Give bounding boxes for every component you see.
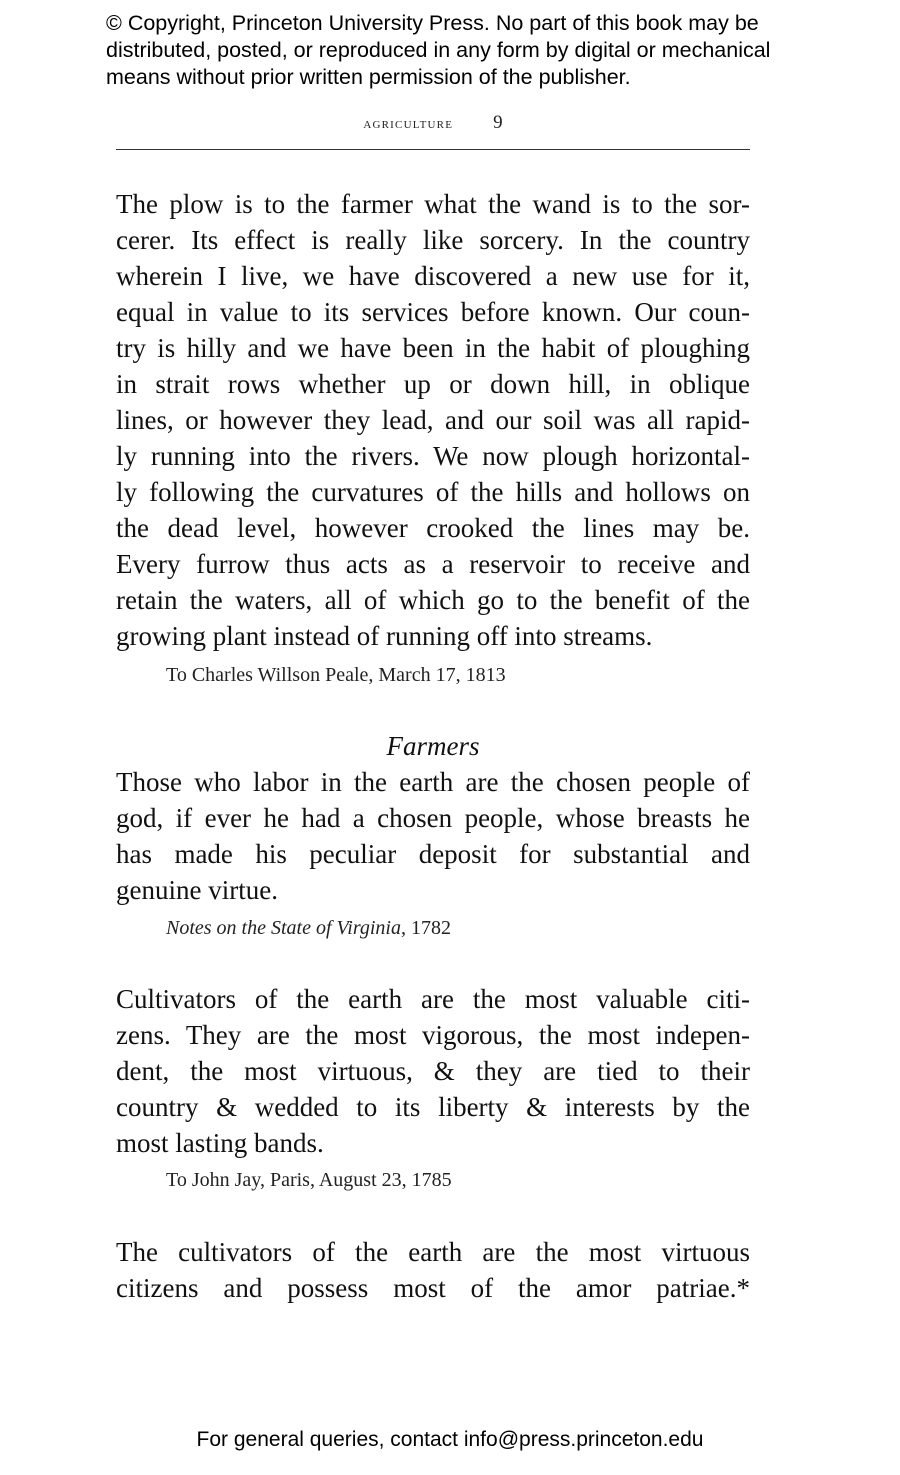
farmers-passage	[116, 764, 750, 908]
source-title: Notes on the State of Virginia	[166, 917, 401, 939]
passage-source	[166, 915, 451, 941]
copyright-line: means without prior written permission of the publisher.	[106, 65, 631, 89]
running-head-title: agriculture	[363, 115, 454, 132]
text-line: genuine virtue.	[116, 875, 278, 905]
text-line: has made his peculiar deposit for substantial and	[116, 839, 750, 869]
farmers-passage	[116, 1234, 750, 1306]
text-line: cerer. Its effect is really like sorcery. In the country	[116, 225, 750, 255]
text-line: most lasting bands.	[116, 1128, 324, 1158]
text-line: the dead level, however crooked the lines may be.	[116, 513, 750, 543]
text-line: try is hilly and we have been in the habit of ploughing	[116, 333, 750, 363]
text-line: dent, the most virtuous, & they are tied to their	[116, 1056, 750, 1086]
text-line: equal in value to its services before known. Our coun-	[116, 297, 750, 327]
text-line: lines, or however they lead, and our soil was all rapid-	[116, 405, 750, 435]
passage-source: To Charles Willson Peale, March 17, 1813	[166, 664, 506, 686]
farmers-passage	[116, 981, 750, 1161]
text-line: in strait rows whether up or down hill, in oblique	[116, 369, 750, 399]
text-line: god, if ever he had a chosen people, whose breasts he	[116, 803, 750, 833]
text-line: growing plant instead of running off into streams.	[116, 621, 653, 651]
text-line: Those who labor in the earth are the chosen people of	[116, 767, 750, 797]
text-line: ly following the curvatures of the hills and hollows on	[116, 477, 750, 507]
copyright-line: © Copyright, Princeton University Press. No part of this book may be	[106, 11, 759, 35]
text-line: The plow is to the farmer what the wand is to the sor-	[116, 189, 750, 219]
footer-contact: For general queries, contact info@press.princeton.edu	[196, 1428, 704, 1451]
text-line: wherein I live, we have discovered a new use for it,	[116, 261, 750, 291]
page-number: 9	[493, 112, 503, 133]
passage-source: To John Jay, Paris, August 23, 1785	[166, 1169, 452, 1191]
text-line: ly running into the rivers. We now plough horizontal-	[116, 441, 750, 471]
plow-passage	[116, 186, 750, 654]
text-line: citizens and possess most of the amor patriae.*	[116, 1273, 750, 1303]
running-head	[116, 112, 750, 134]
text-line: Cultivators of the earth are the most valuable citi-	[116, 984, 750, 1014]
copyright-notice	[106, 10, 806, 91]
text-line: retain the waters, all of which go to the benefit of the	[116, 585, 750, 615]
section-title: Farmers	[386, 731, 480, 761]
text-line: The cultivators of the earth are the most virtuous	[116, 1237, 750, 1267]
text-line: zens. They are the most vigorous, the most indepen-	[116, 1020, 750, 1050]
text-line: country & wedded to its liberty & interests by the	[116, 1092, 750, 1122]
header-rule	[116, 149, 750, 150]
copyright-line: distributed, posted, or reproduced in any form by digital or mechanical	[106, 38, 771, 62]
text-line: Every furrow thus acts as a reservoir to receive and	[116, 549, 750, 579]
source-date: , 1782	[400, 917, 451, 939]
